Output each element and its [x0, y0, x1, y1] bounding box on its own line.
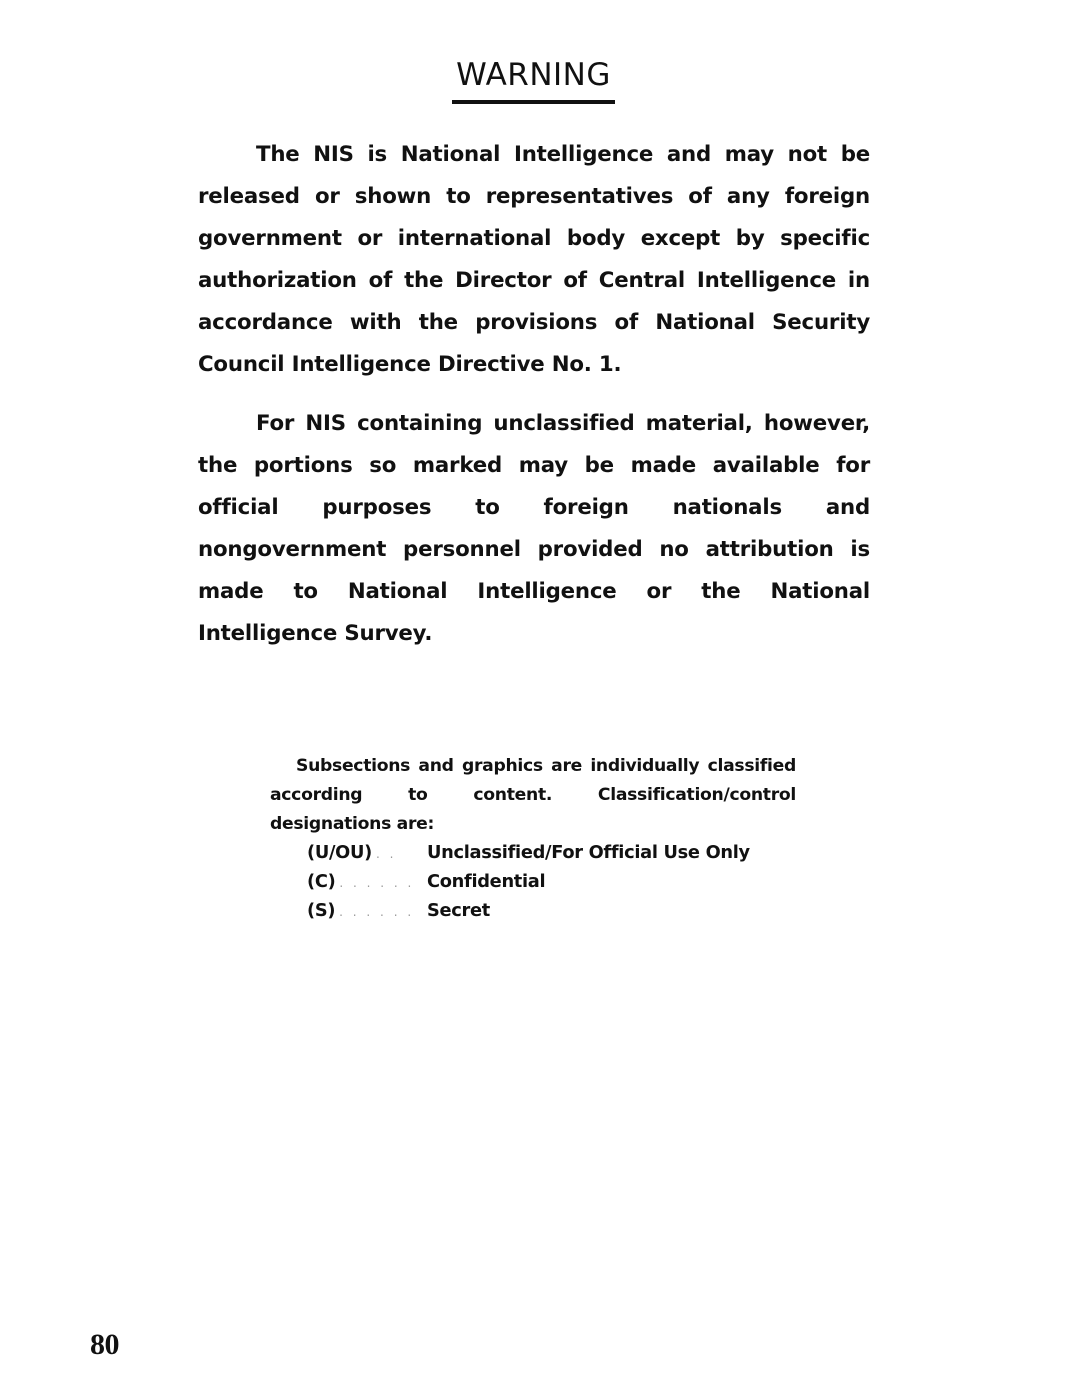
page-number: 80 — [90, 1328, 119, 1361]
classification-legend — [307, 842, 787, 929]
legend-code: (U/OU) — [307, 842, 372, 863]
warning-paragraph-1: The NIS is National Intelligence and may not be released or shown to representatives of any foreign government or international body except by specific authorization of the Director of Central Intelligence in accordance with the provisions of National Security Council Intelligence Directive No. 1. — [198, 142, 870, 377]
legend-label: Confidential — [427, 871, 546, 892]
legend-code: (S) — [307, 900, 336, 921]
legend-row-c — [307, 871, 787, 900]
legend-leader-dots: . . . . . . — [339, 876, 415, 890]
legend-leader-dots: . . . . . . — [339, 905, 415, 919]
legend-code: (C) — [307, 871, 336, 892]
page-title: WARNING — [452, 58, 615, 104]
title-block — [0, 58, 1067, 104]
legend-row-s — [307, 900, 787, 929]
legend-row-uou — [307, 842, 787, 871]
classification-note: Subsections and graphics are individually classified according to content. Classification/control designations are: — [270, 756, 796, 834]
legend-leader-dots: . . — [375, 847, 397, 861]
warning-paragraph-2: For NIS containing unclassified material, however, the portions so marked may be made available for official purposes to foreign nationals and nongovernment personnel provided no attribution is made to National Intelligence or the National Intelligence Survey. — [198, 411, 870, 646]
legend-label: Unclassified/For Official Use Only — [427, 842, 750, 863]
legend-label: Secret — [427, 900, 490, 921]
